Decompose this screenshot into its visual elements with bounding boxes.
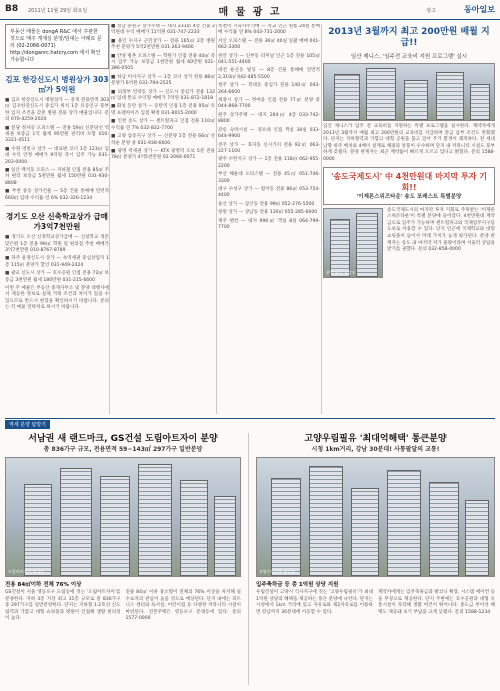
- ad-left: [5, 433, 241, 685]
- issue-date: 2011년 11월 29일 화요일: [28, 8, 88, 14]
- column-2: [111, 24, 215, 414]
- column-1: [5, 24, 109, 414]
- ad-right-head: 입주축하금 등 총 1억원 상당 지원: [256, 582, 339, 588]
- ad-right-photo: [256, 457, 495, 577]
- ad-left-subtitle: 총 836가구 규모, 전용면적 59~143㎡ 297가구 일반분양: [43, 446, 203, 453]
- list-item: ■ 의정부 민락동 상가 — 신도시 중심가 전용 132㎡ 임대 완료 수익형 매매가 7억원 031-872-1818: [111, 89, 215, 102]
- newspaper-name: 동아일보: [464, 5, 495, 14]
- list-item: ■ 인천 송도 상가 — 센트럴파크 인접 전용 110㎡ 수익률 연 7% 032-832-7700: [111, 119, 215, 131]
- list-item: ■ 분당 정자동 오피스텔 — 전용 59㎡ 신분당선 역세권 보증금 1억 월세 95만원 관리비 포함 010-3321-4511: [5, 125, 109, 144]
- notice-box: [5, 24, 109, 69]
- list-item: 대전 둔산동 빌딩 — 8층 건물 통매매 연면적 2,310㎡ 042-485-5500: [218, 68, 320, 80]
- list-item: 강릉 숙박시설 — 경포대 인접 객실 30실 033-644-9900: [218, 127, 320, 140]
- list-item: ■ 파주 운정신도시 상가 — 초역세권 중심상업지 1층 115㎡ 분양가 할인 031-949-2424: [5, 256, 109, 268]
- feature-photo: [323, 63, 495, 121]
- column-divider: [109, 24, 110, 414]
- list-item: ■ 광교 신도시 상가 — 호수공원 인접 전용 72㎡ 보증금 3천만원 월세 180만원 031-215-6600: [5, 271, 109, 283]
- ad-right-subtitle: 시청 1km거리, 강남 30분대! 사통팔달의 교통!: [311, 446, 440, 453]
- list-item: ■ 경기도 오산 신축학교상가급매 — 신설학교 정문 맞은편 1층 전용 99㎡ 학원 및 편의점 추천 매매가 3억7천만원 010-8767-8789: [5, 235, 109, 253]
- promo-content: [323, 208, 495, 278]
- ad-left-title: 서남권 새 랜드마크, GS건설 도림아트자이 분양: [28, 434, 218, 444]
- column-divider: [321, 24, 322, 414]
- feature-subhead: 임산 제니스, '임주전 교육비 지원 프로그램' 실시: [350, 54, 468, 60]
- list-item: 원주 상가주택 — 대지 264㎡ 4층 033-742-8800: [218, 112, 320, 125]
- headline-2: 경기도 오산 신축학교상가 급매가3억7천만원: [5, 212, 109, 232]
- ad-left-body-2: 전용 84㎡ 이하 중소형이 전체의 76% 이상을 차지해 실수요자의 관심이 높을 것으로 예상된다. 단지 내에는 피트니스 센터와 독서실, 어린이집 등 다양한 커뮤니티 시설이 마련된다. 견본주택은 영등포구 문래동에 있다. 문의 1577-0000: [125, 590, 241, 622]
- list-item: 옥천역 기숙사주식매 — 학교 인근 원룸 24실 통매매 수익률 연 8% 043-731-2000: [218, 24, 320, 36]
- list-item: ■ 김포 한강신도시 병원상가 — 중개 전용면적 303㎡ 김포한강신도시 중심가 위치 1층 유동인구 풍부한 입지 조건을 갖춘 병원 전용 상가 매물입니다. 문의 070-4259-2020: [5, 98, 109, 123]
- list-item: ■ 안양 평촌 오피스텔 — 학원가 인접 전용 40㎡ 즉시 입주 가능 보증금 1천만원 월세 60만원 031-386-0505: [111, 53, 215, 72]
- ad-right-body: [256, 590, 495, 616]
- ad-left-body: [5, 590, 241, 623]
- ad-left-head: 전용 84㎡이하 전체 76% 이상: [5, 582, 82, 588]
- feature-body: 임산 제니스가 입주 전 교육비를 지원하는 특별 프로그램을 실시한다. 계약자에게 2013년 3월까지 매월 최고 200만원의 교육비를 지급하며 잔금 납부 조건도 완화했다. 단지는 지하철역과 가깝고 대형 공원을 품고 있어 주거 환경이 쾌적하다. 전 세대 남향 위주 배치와 4베이 설계로 채광과 통풍이 우수하며 단지 내 커뮤니티 시설도 풍부하게 갖췄다. 분양 관계자는 최근 계약률이 빠르게 오르고 있다고 밝혔다. 문의 1588-0000: [323, 124, 495, 162]
- list-item: 제주 펜션 — 대지 990㎡ 객실 8실 064-799-7700: [218, 218, 320, 230]
- ad-right: [256, 433, 495, 685]
- list-item: ■ 성남 중원구 상가주택 — 대지 231㎡ 4층 건물 2억원대 수익 매매가 11억원 031-747-2233: [111, 24, 215, 36]
- list-item: 부산 해운대 오피스텔 — 전용 45㎡ 051-746-3300: [218, 172, 320, 184]
- closing-text: 이번 주 매물은 부동산 중개사무소 및 분양 대행사에서 제공한 정보로 실제 거래 조건과 차이가 있을 수 있으므로 반드시 현장을 확인하시기 바랍니다. 문의는 각 매물 연락처로 하시기 바랍니다.: [5, 285, 109, 311]
- banner-tag: 역세 분양 탐방기: [5, 420, 50, 429]
- list-item: 청주 상가 — 복대동 중심가 전용 140㎡ 043-264-6600: [218, 83, 320, 95]
- promo-body: 송도국제도시의 마지막 투자 기회로 주목받는 '이제른스위즈타운'이 특별 분양에 들어갔다. 4천만원대 계약금으로 입주가 가능하며 센트럴파크와 국제업무지구를 도보로 이용할 수 있다. 단지 인근에 국제학교와 대형 쇼핑몰이 들어서 미래 가치가 높게 평가된다. 분양 관계자는 송도 내 마지막 저가 물량이라며 서둘러 상담을 받기를 권했다. 문의 032-858-0000: [387, 207, 495, 253]
- list-item: ■ 고양 삼송지구 상가 — 신분양 1층 전용 66㎡ 선착순 분양 중 031-938-6600: [111, 134, 215, 146]
- divider: [5, 205, 109, 206]
- page-header: [0, 0, 500, 20]
- ad-right-body-2: 계약자에게는 입주축하금과 발코니 확장, 시스템 에어컨 등을 무상으로 제공한다. 단지 주변에는 호수공원과 대형 유통시설이 자리해 생활 여건이 뛰어나다. 중도금 무이자 혜택도 제공돼 초기 부담을 크게 낮췄다. 문의 1588-1234: [378, 590, 495, 615]
- photo-caption: 고양우림필유 조감도: [259, 569, 296, 574]
- notice-text: 부동산 매물은 dongA R&C 에서 주관한 것으로 매주 게재실 분양/임대는 아래로 문의 (02-2066-0071) http://donganrc.hatcry.com 에서 확인 가능합니다: [10, 29, 102, 63]
- ad-label: 광고: [426, 8, 436, 14]
- photo-caption: 분양 단지 조감도: [326, 269, 356, 275]
- list-item: 울산 상가 — 삼산동 전용 99㎡ 052-276-5500: [218, 201, 315, 207]
- column-3: [218, 24, 320, 414]
- list-item: ■ 하남 미사지구 상가 — 1층 코너 상가 전용 88㎡ 분양가 6억원 031-794-2525: [111, 74, 215, 87]
- list-item: ■ 용인 수지구 근린상가 — 전용 165㎡ 2층 병원 추천 분양가 5억2천만원 031-263-9400: [111, 38, 215, 51]
- feature-headline: 2013년 3월까지 최고 200만원 배월 지급!!: [328, 27, 490, 48]
- section-banner: [5, 418, 495, 430]
- column-divider: [216, 24, 217, 414]
- ad-left-photo: [5, 457, 241, 577]
- promo-subtitle: '이제른스위즈타운' 송도 포레스트 특별분양: [356, 193, 462, 200]
- list-item: 창원 상가 — 상남동 전용 130㎡ 055-285-6600: [218, 210, 318, 216]
- list-item: ■ 수원 영통구 상가 — 대로변 코너 1층 123㎡ 임대 수익 안정 매매가 9억원 즉시 입주 가능 031-203-0000: [5, 146, 109, 165]
- promo-title: '송도국제도시' 中 4천만원대 마지막 투자 기회!!: [330, 171, 488, 192]
- list-item: 서산 오피스텔 — 전용 36㎡ 40실 일괄 매매 041-662-3300: [218, 38, 320, 51]
- promo-photo: [323, 208, 383, 278]
- list-item: 대구 수성구 상가 — 범어동 전용 86㎡ 053-754-4400: [218, 186, 320, 199]
- column-4: [323, 24, 495, 414]
- ad-left-body-1: GS건설이 서울 영등포구 도림동에 짓는 '도림아트자이'를 분양한다. 지하 3층 지상 최고 31층 규모로 총 836가구 중 297가구를 일반분양한다. 단지는 지하철 1·2호선 신도림역과 가깝고 대형 쇼핑몰과 병원이 인접해 생활 편의성이 높다.: [5, 590, 121, 622]
- ad-right-body-1: 우림건설이 고양시 식사지구에 짓는 '고양우림필유'가 최대 1억원 상당의 혜택을 제공하는 통큰 분양에 나선다. 단지는 시청에서 1km 거리에 있고 자유로와 제2자유로를 이용하면 강남까지 30분대에 이동할 수 있다.: [256, 590, 373, 615]
- column-divider: [248, 433, 249, 685]
- photo-caption: 도림아트자이 조감도: [8, 569, 45, 574]
- page-number: B8: [5, 4, 19, 14]
- headline-1: 김포 한강신도시 병원상가 303㎡가 5억원: [5, 75, 109, 94]
- list-item: 천안 상가 — 신부동 터미널 인근 1층 전용 105㎡ 041-551-4400: [218, 53, 320, 66]
- list-item: ■ 광명 역세권 상가 — KTX 광명역 도보 5분 전용 78㎡ 분양가 4억5천만원 02-2066-0071: [111, 148, 215, 161]
- ad-right-title: 고양우림필유 '최대억해택' 통큰분양: [304, 434, 447, 444]
- section-title: 매 물 광 고: [218, 7, 282, 18]
- list-item: 전주 상가 — 효자동 신시가지 전용 92㎡ 063-227-1100: [218, 142, 320, 154]
- list-item: ■ 일산 백석동 오피스 — 지하철 인접 전용 85㎡ 주차 편리 보증금 5천만원 월세 150만원 031-930-8808: [5, 168, 109, 186]
- list-item: ■ 부천 중동 상가건물 — 5층 건물 통매매 연면적 660㎡ 임대 수익률 연 6% 032-326-1234: [5, 189, 109, 201]
- list-item: 광주 수완지구 상가 — 1층 전용 118㎡ 062-955-2200: [218, 157, 320, 169]
- promo-box: [323, 167, 495, 205]
- list-item: ■ 화성 동탄 상가 — 동탄역 인접 1층 전용 95㎡ 유명 프랜차이즈 입점 확정 031-8015-2000: [111, 104, 215, 116]
- list-item: 세종시 상가 — 첫마을 인접 전용 77㎡ 분양 중 044-868-7700: [218, 98, 320, 110]
